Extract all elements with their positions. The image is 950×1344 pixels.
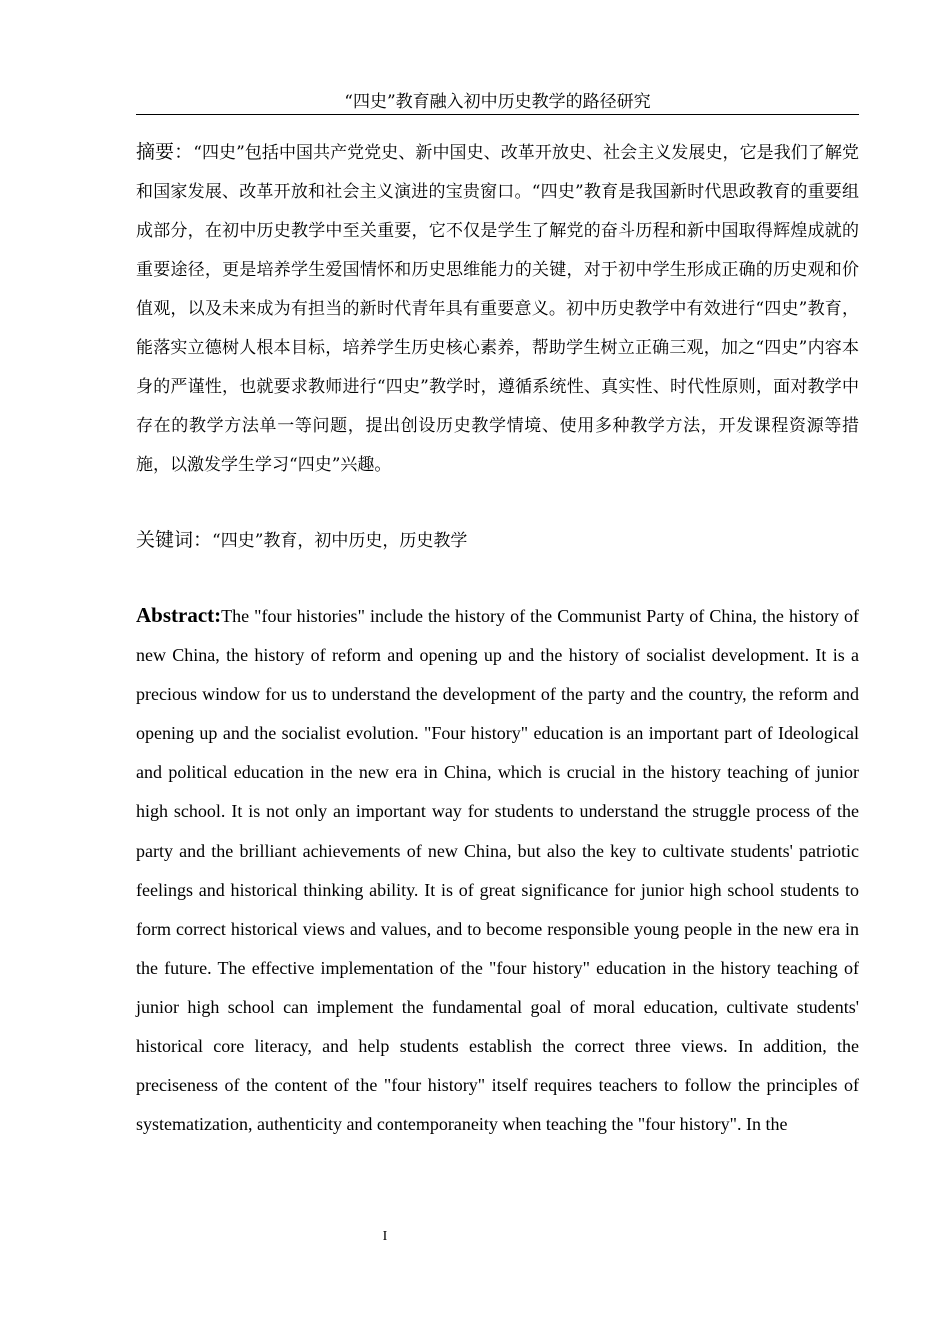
chinese-keywords: [136, 524, 859, 557]
chinese-keywords-label: 关键词：: [136, 529, 213, 551]
english-abstract-text: The "four histories" include the history of the Communist Party of China, the history of new China, the history of reform and opening up and the history of socialist development. It is a precious window for us to understand the development of the party and the country, the reform and opening up and the socialist evolution. "Four history" education is an important part of Ideological and political education in the new era in China, which is crucial in the history teaching of junior high school. It is not only an important way for students to understand the struggle process of the party and the brilliant achievements of new China, but also the key to cultivate students' patriotic feelings and historical thinking ability. It is of great significance for junior high school students to form correct historical views and values, and to become responsible young people in the new era in the future. The effective implementation of the "four history" education in the history teaching of junior high school can implement the fundamental goal of moral education, cultivate students' historical core literacy, and help students establish the correct three views. In addition, the preciseness of the content of the "four history" itself requires teachers to follow the principles of systematization, authenticity and contemporaneity when teaching the "four history". In the: [136, 606, 859, 1135]
running-header: “四史”教育融入初中历史教学的路径研究: [136, 90, 859, 115]
chinese-abstract-text: “四史”包括中国共产党党史、新中国史、改革开放史、社会主义发展史，它是我们了解党和国家发展、改革开放和社会主义演进的宝贵窗口。“四史”教育是我国新时代思政教育的重要组成部分，在初中历史教学中至关重要，它不仅是学生了解党的奋斗历程和新中国取得辉煌成就的重要途径，更是培养学生爱国情怀和历史思维能力的关键，对于初中学生形成正确的历史观和价值观，以及未来成为有担当的新时代青年具有重要意义。初中历史教学中有效进行“四史”教育，能落实立德树人根本目标，培养学生历史核心素养，帮助学生树立正确三观，加之“四史”内容本身的严谨性，也就要求教师进行“四史”教学时，遵循系统性、真实性、时代性原则，面对教学中存在的教学方法单一等问题，提出创设历史教学情境、使用多种教学方法，开发课程资源等措施，以激发学生学习“四史”兴趣。: [136, 143, 859, 475]
english-abstract-label: Abstract:: [136, 603, 222, 627]
chinese-keywords-text: “四史”教育，初中历史，历史教学: [212, 531, 468, 551]
english-abstract: [136, 596, 859, 1144]
page-number: I: [382, 1229, 388, 1244]
chinese-abstract-label: 摘要：: [136, 141, 194, 163]
chinese-abstract: [136, 133, 859, 485]
